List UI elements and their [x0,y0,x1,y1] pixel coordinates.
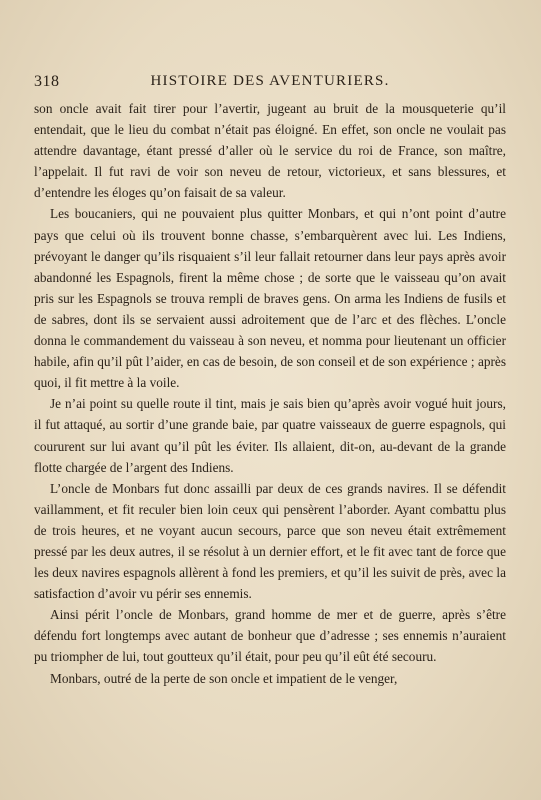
paragraph: Je n’ai point su quelle route il tint, mais je sais bien qu’après avoir vogué huit jours, il fut attaqué, au sortir d’une grande baie, par quatre vaisseaux de guerre espagnols, qui coururent sur lui avant qu’il pût les éviter. Ils allaient, dit-on, au-devant de la grande flotte chargée de l’argent des Indiens. [34,396,506,475]
paragraph: Monbars, outré de la perte de son oncle et impatient de le venger, [50,670,398,686]
page-number: 318 [34,73,60,90]
body-text [34,98,506,689]
paragraph: Les boucaniers, qui ne pouvaient plus quitter Monbars, et qui n’ont point d’autre pays que celui où ils trouvent bonne chasse, s’embarquèrent avec lui. Les Indiens, prévoyant le danger qu’ils risquaient s’il leur fallait retourner dans leur pays après avoir abandonné les Espagnols, firent la même chose ; de sorte que le vaisseau qu’on avait pris sur les Espagnols se trouva rempli de braves gens. On arma les Indiens de fusils et de sabres, dont ils se servaient aussi adroitement que de l’arc et des flèches. L’oncle donna le commandement du vaisseau à son neveu, et nomma pour lieutenant un officier habile, afin qu’il pût l’aider, en cas de besoin, de son conseil et de son expérience ; après quoi, il fit mettre à la voile. [34,206,506,391]
page-header [34,73,506,93]
paragraph: L’oncle de Monbars fut donc assailli par deux de ces grands navires. Il se défendit vaillamment, et fit reculer bien loin ceux qui pensèrent l’aborder. Ayant combattu plus de trois heures, et ne voyant aucun secours, parce que son neveu était extrêmement pressé par les deux autres, il se résolut à un dernier effort, et le fit avec tant de force que les deux navires espagnols allèrent à fond les premiers, et qu’il les suivit de près, avec la satisfaction d’avoir vu périr ses ennemis. [34,480,506,602]
running-head: HISTOIRE DES AVENTURIERS. [150,73,390,89]
paragraph: Ainsi périt l’oncle de Monbars, grand homme de mer et de guerre, après s’être défendu fort longtemps avec autant de bonheur que d’adresse ; ses ennemis n’auraient pu triompher de lui, tout goutteux qu’il était, pour peu qu’il eût été secouru. [34,607,506,665]
paragraph: son oncle avait fait tirer pour l’avertir, jugeant au bruit de la mousqueterie qu’il entendait, que le lieu du combat n’était pas éloigné. En effet, son oncle ne voulait pas attendre davantage, étant pressé d’aller où le service du roi de France, son maître, l’appelait. Il fut ravi de voir son neveu de retour, victorieux, et sans blessures, et d’entendre les éloges qu’on faisait de sa valeur. [34,101,506,201]
